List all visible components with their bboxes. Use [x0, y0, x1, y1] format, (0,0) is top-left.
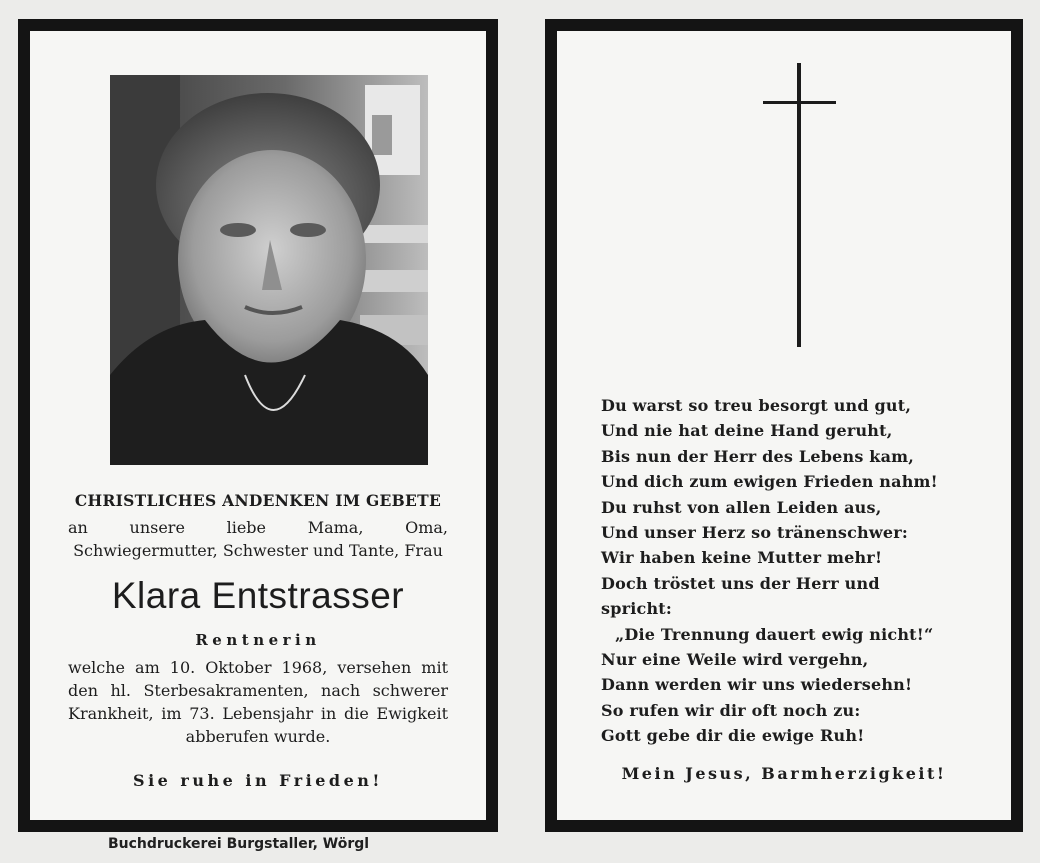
portrait-photo: [110, 75, 428, 465]
poem-line: Und dich zum ewigen Frieden nahm!: [601, 472, 938, 492]
poem-line: So rufen wir dir oft noch zu:: [601, 700, 861, 720]
poem-line: Und unser Herz so tränenschwer:: [601, 523, 908, 543]
death-notice-text: welche am 10. Oktober 1968, versehen mit den hl. Sterbesakramenten, nach schwerer Krankheit, im 73. Lebensjahr in die Ewigkeit abberufen wurde.: [68, 658, 448, 746]
rest-in-peace-text: Sie ruhe in Frieden!: [133, 771, 383, 790]
poem-line: Wir haben keine Mutter mehr!: [601, 548, 883, 568]
poem-line: Du warst so treu besorgt und gut,: [601, 396, 912, 415]
poem-line: Gott gebe dir die ewige Ruh!: [601, 726, 865, 746]
memorial-card-right: [545, 19, 1023, 832]
cross-icon: [797, 63, 801, 347]
cross-icon-beam: [763, 101, 836, 104]
poem-line: Doch tröstet uns der Herr und spricht:: [601, 573, 880, 619]
poem-line: Und nie hat deine Hand geruht,: [601, 421, 893, 441]
card-heading: CHRISTLICHES ANDENKEN IM GEBETE: [74, 491, 442, 510]
printer-credit: Buchdruckerei Burgstaller, Wörgl: [108, 836, 370, 852]
poem-line: „Die Trennung dauert ewig nicht!“: [615, 624, 934, 644]
deceased-name: Klara Entstrasser: [111, 575, 405, 616]
poem-line: Dann werden wir uns wiedersehn!: [601, 675, 913, 695]
memorial-card-left: [18, 19, 498, 832]
memorial-poem: [601, 393, 941, 749]
poem-line: Bis nun der Herr des Lebens kam,: [601, 446, 915, 466]
poem-line: Nur eine Weile wird vergehn,: [601, 650, 869, 670]
poem-line: Du ruhst von allen Leiden aus,: [601, 497, 882, 517]
dedication-text: an unsere liebe Mama, Oma, Schwiegermutter, Schwester und Tante, Frau: [68, 518, 448, 560]
closing-prayer: Mein Jesus, Barmherzigkeit!: [621, 764, 947, 783]
occupation-label: Rentnerin: [195, 631, 321, 649]
portrait-image: [110, 75, 428, 465]
